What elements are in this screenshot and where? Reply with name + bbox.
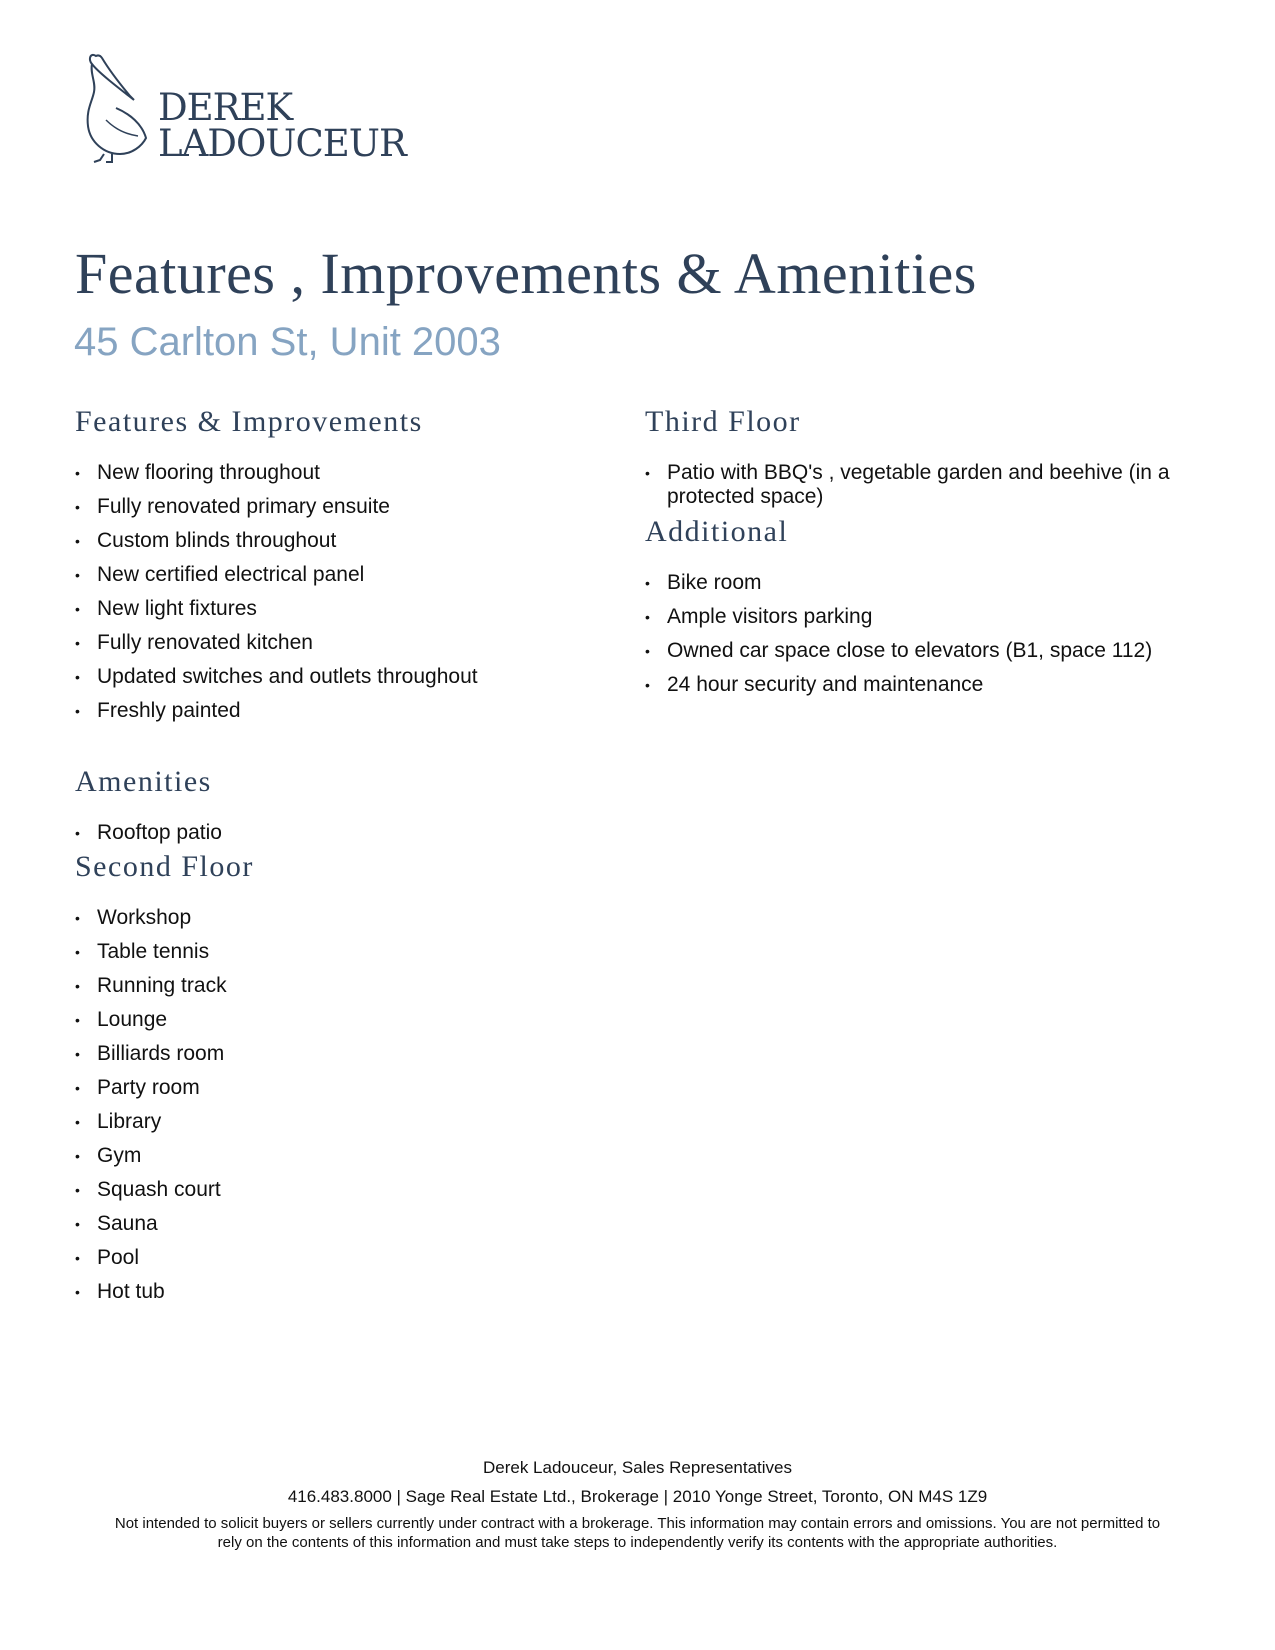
amenities-list xyxy=(75,821,595,845)
list-item: • Billiards room xyxy=(75,1042,595,1066)
list-item: • 24 hour security and maintenance xyxy=(645,673,1205,697)
features-heading: Features & Improvements xyxy=(75,405,423,438)
third-floor-section xyxy=(645,405,1205,519)
additional-list xyxy=(645,571,1205,697)
list-item: • Fully renovated primary ensuite xyxy=(75,495,595,519)
logo-line-1: DEREK xyxy=(158,86,293,129)
property-address: 45 Carlton St, Unit 2003 xyxy=(74,320,501,364)
list-item: • Patio with BBQ's , vegetable garden and beehive (in a protected space) xyxy=(645,461,1205,509)
brand-logo xyxy=(86,50,406,170)
third-floor-heading: Third Floor xyxy=(645,405,801,438)
amenities-section xyxy=(75,765,595,855)
logo-line-2: LADOUCEUR xyxy=(158,122,406,165)
list-item: • Lounge xyxy=(75,1008,595,1032)
list-item: • Bike room xyxy=(645,571,1205,595)
list-item: • Owned car space close to elevators (B1, space 112) xyxy=(645,639,1205,663)
list-item: • Freshly painted xyxy=(75,699,595,723)
list-item: • Fully renovated kitchen xyxy=(75,631,595,655)
logo-wordmark xyxy=(158,86,406,165)
list-item: • Squash court xyxy=(75,1178,595,1202)
list-item: • Workshop xyxy=(75,906,595,930)
page-title: Features , Improvements & Amenities xyxy=(75,241,977,306)
second-floor-heading: Second Floor xyxy=(75,850,254,883)
features-section xyxy=(75,405,595,733)
second-floor-list xyxy=(75,906,595,1304)
list-item: • Ample visitors parking xyxy=(645,605,1205,629)
footer-agent: Derek Ladouceur, Sales Representatives xyxy=(482,1458,792,1477)
list-item: • Rooftop patio xyxy=(75,821,595,845)
footer-contact: 416.483.8000 | Sage Real Estate Ltd., Brokerage | 2010 Yonge Street, Toronto, ON M4S 1Z9 xyxy=(287,1487,988,1506)
third-floor-list xyxy=(645,461,1205,509)
list-item: • Sauna xyxy=(75,1212,595,1236)
amenities-heading: Amenities xyxy=(75,765,212,798)
list-item: • Library xyxy=(75,1110,595,1134)
list-item: • Updated switches and outlets throughout xyxy=(75,665,595,689)
list-item: • Pool xyxy=(75,1246,595,1270)
list-item: • Hot tub xyxy=(75,1280,595,1304)
list-item: • New certified electrical panel xyxy=(75,563,595,587)
additional-heading: Additional xyxy=(645,515,789,548)
second-floor-section xyxy=(75,850,595,1314)
pelican-icon xyxy=(86,50,156,165)
list-item: • Gym xyxy=(75,1144,595,1168)
list-item: • Custom blinds throughout xyxy=(75,529,595,553)
list-item: • New flooring throughout xyxy=(75,461,595,485)
list-item: • Table tennis xyxy=(75,940,595,964)
footer-disclaimer: Not intended to solicit buyers or sellers currently under contract with a brokerage. This information may contain errors and omissions. You are not permitted to rely on the contents of this information and must take steps to independently verify its contents with the appropriate authorities. xyxy=(114,1515,1161,1551)
list-item: • Running track xyxy=(75,974,595,998)
list-item: • New light fixtures xyxy=(75,597,595,621)
additional-section xyxy=(645,515,1205,707)
list-item: • Party room xyxy=(75,1076,595,1100)
page-footer xyxy=(0,1458,1275,1552)
features-list xyxy=(75,461,595,723)
